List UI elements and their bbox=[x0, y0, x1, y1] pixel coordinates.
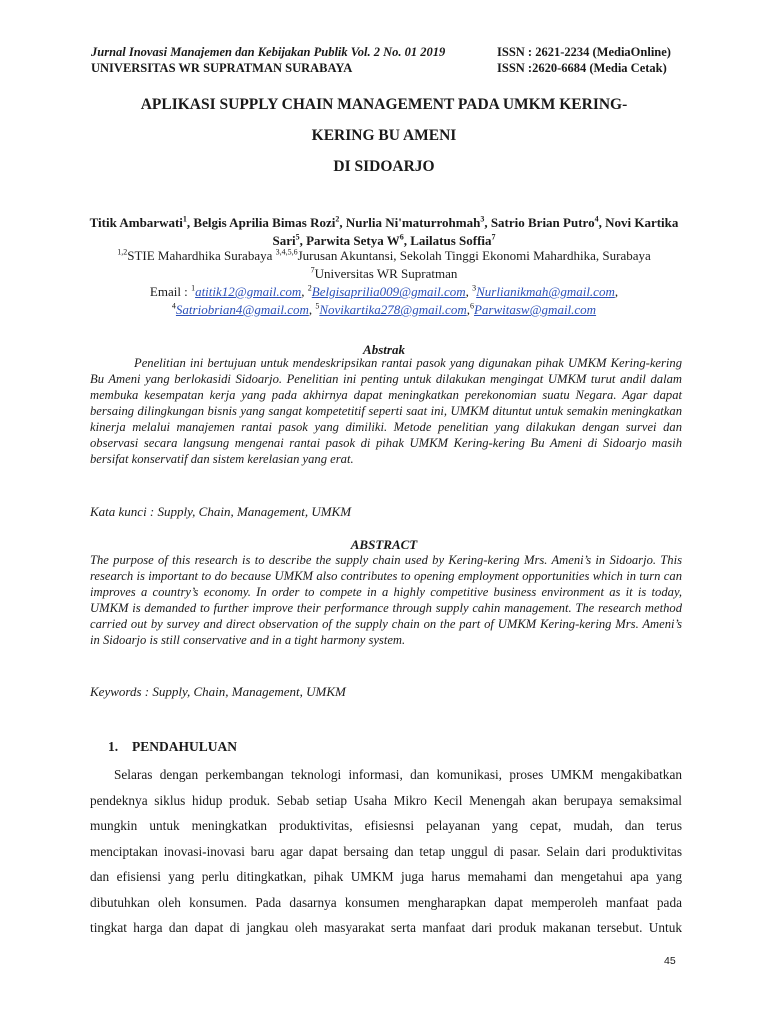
email-6-sup: 6 bbox=[469, 301, 474, 311]
author-5-sup: 5 bbox=[295, 232, 300, 242]
author-6-sup: 6 bbox=[399, 232, 404, 242]
title-line-2: KERING BU AMENI bbox=[311, 127, 457, 144]
journal-header bbox=[91, 44, 683, 76]
email-line-2: $^4$Satriobrian4@gmail.com, $^5$Novikartika278@gmail.com,$^6$Parwitasw@gmail.com bbox=[171, 301, 597, 317]
paper-title bbox=[60, 89, 708, 182]
issn-online: ISSN : 2621-2234 (MediaOnline) bbox=[497, 45, 671, 59]
email-link-6[interactable]: Parwitasw@gmail.com bbox=[473, 302, 597, 317]
body-line: pendeknya siklus hidup produk. Sebab setiap Usaha Mikro Kecil Menengah akan berupaya semaksimal bbox=[90, 792, 682, 808]
body-line: dibutuhkan oleh konsumen. Pada dasarnya konsumen mengharapkan dapat memperoleh manfaat pada bbox=[90, 894, 682, 910]
body-line: Selaras dengan perkembangan teknologi informasi, dan komunikasi, proses UMKM mengakibatkan bbox=[114, 767, 682, 782]
author-list bbox=[80, 214, 688, 250]
affil-text-a: STIE Mahardhika Surabaya bbox=[127, 248, 276, 263]
author-2: , Belgis Aprilia Bimas Rozi bbox=[186, 215, 336, 230]
author-2-sup: 2 bbox=[335, 214, 340, 224]
email-4-sup: 4 bbox=[171, 301, 176, 311]
email-2-sup: 2 bbox=[307, 283, 312, 293]
author-1: Titik Ambarwati bbox=[89, 215, 183, 230]
affil-sup-c: 7 bbox=[310, 265, 315, 275]
author-6: , Parwita Setya W bbox=[299, 233, 400, 248]
journal-name: Jurnal Inovasi Manajemen dan Kebijakan Publik Vol. 2 No. 01 2019 bbox=[91, 45, 446, 59]
kata-kunci: Kata kunci : Supply, Chain, Management, UMKM bbox=[90, 504, 352, 519]
author-7-sup: 7 bbox=[491, 232, 496, 242]
author-5: , Novi Kartika Sari bbox=[272, 215, 679, 248]
body-line: tingkat harga dan dapat di jangkau oleh masyarakat serta manfaat dari produk makanan tersebut. Untuk bbox=[90, 920, 682, 935]
author-4: , Satrio Brian Putro bbox=[484, 215, 595, 230]
email-5-sup: 5 bbox=[315, 301, 320, 311]
affil-sup-b: 3,4,5,6 bbox=[275, 247, 298, 257]
affiliation-line-2 bbox=[80, 265, 688, 283]
affil-text-b: Jurusan Akuntansi, Sekolah Tinggi Ekonomi Mahardhika, Surabaya bbox=[297, 248, 651, 263]
author-3-sup: 3 bbox=[480, 214, 485, 224]
page-number: 45 bbox=[664, 955, 676, 967]
email-3-sup: 3 bbox=[472, 283, 477, 293]
author-7: , Lailatus Soffia bbox=[403, 233, 492, 248]
author-4-sup: 4 bbox=[594, 214, 599, 224]
email-label: Email : bbox=[149, 284, 192, 299]
abstract-heading: ABSTRACT bbox=[350, 537, 418, 552]
affiliations bbox=[80, 247, 688, 319]
email-link-4[interactable]: Satriobrian4@gmail.com bbox=[175, 302, 309, 317]
body-line: mungkin untuk meningkatkan produktivitas, efisiesnsi pelayanan yang cepat, mudah, dan terus bbox=[90, 818, 682, 833]
email-link-5[interactable]: Novikartika278@gmail.com bbox=[319, 302, 467, 317]
section-title: PENDAHULUAN bbox=[132, 739, 238, 754]
affil-text-c: Universitas WR Supratman bbox=[314, 266, 458, 281]
author-3: , Nurlia Ni'maturrohmah bbox=[339, 215, 481, 230]
author-1-sup: 1 bbox=[182, 214, 187, 224]
abstrak-text: Penelitian ini bertujuan untuk mendeskripsikan rantai pasok yang digunakan pihak UMKM Kering-kering Bu Ameni yang berlokasidi Sidoarjo. Penelitian ini penting untuk dilakukan mengingat UMKM turut andil dalam membuka kesempatan kerja yang pada akhirnya dapat meningkatkan perekonomian suatu Negara. Agar dapat bersaing dilingkungan bisnis yang sangat kompetetitif seperti saat ini, UMKM dituntut untuk semakin meningkatkan kinerja melalui manajemen rantai pasok yang dimiliki. Metode penelitian yang dilakukan dengan survei dan observasi secara langsung mengenai rantai pasok di pihak UMKM Kering-kering Bu Ameni di Sidoarjo masih bersifat konservatif dan sistem kerelasian yang erat. bbox=[90, 356, 682, 466]
email-link-3[interactable]: Nurlianikmah@gmail.com bbox=[476, 284, 615, 299]
email-1-sup: 1 bbox=[191, 283, 196, 293]
email-link-1[interactable]: atitik12@gmail.com bbox=[195, 284, 302, 299]
university-name: UNIVERSITAS WR SUPRATMAN SURABAYA bbox=[91, 61, 353, 75]
affil-sup-a: 1,2 bbox=[117, 247, 128, 257]
section-body bbox=[90, 762, 682, 941]
title-line-1: APLIKASI SUPPLY CHAIN MANAGEMENT PADA UMKM KERING- bbox=[140, 96, 628, 113]
affiliation-line-1 bbox=[80, 247, 688, 265]
title-line-3: DI SIDOARJO bbox=[333, 158, 435, 175]
keywords: Keywords : Supply, Chain, Management, UMKM bbox=[90, 684, 346, 699]
issn-print: ISSN :2620-6684 (Media Cetak) bbox=[497, 61, 667, 75]
section-heading bbox=[108, 739, 237, 755]
email-line-1: Email : $^1$atitik12@gmail.com, $^2$Belgisaprilia009@gmail.com, $^3$Nurlianikmah@gmail.com, bbox=[149, 283, 619, 299]
section-number: 1. bbox=[108, 739, 119, 754]
abstract-text: The purpose of this research is to describe the supply chain used by Kering-kering Mrs. Ameni’s in Sidoarjo. This research is important to do because UMKM also contributes to opening employment opportunities which in turn can improves a country’s economy. In order to compete in a highly competitive business environment as it is today, UMKM is demanded to further improve their performance through supply cahin management. The research method carried out by survey and direct observation of the supply chain on the part of UMKM Kering-kering Mrs. Ameni’s in Sidoarjo is still conservative and in a tight harmony system. bbox=[90, 553, 682, 647]
email-link-2[interactable]: Belgisaprilia009@gmail.com bbox=[311, 284, 466, 299]
body-line: dan efisiensi yang perlu ditingkatkan, pihak UMKM juga harus memahami dan mengetahui apa yang bbox=[90, 869, 682, 884]
abstrak-heading: Abstrak bbox=[363, 342, 405, 357]
body-line: menciptakan inovasi-inovasi baru agar dapat bersaing dan tetap unggul di pasar. Selain dari produktivitas bbox=[90, 843, 682, 859]
